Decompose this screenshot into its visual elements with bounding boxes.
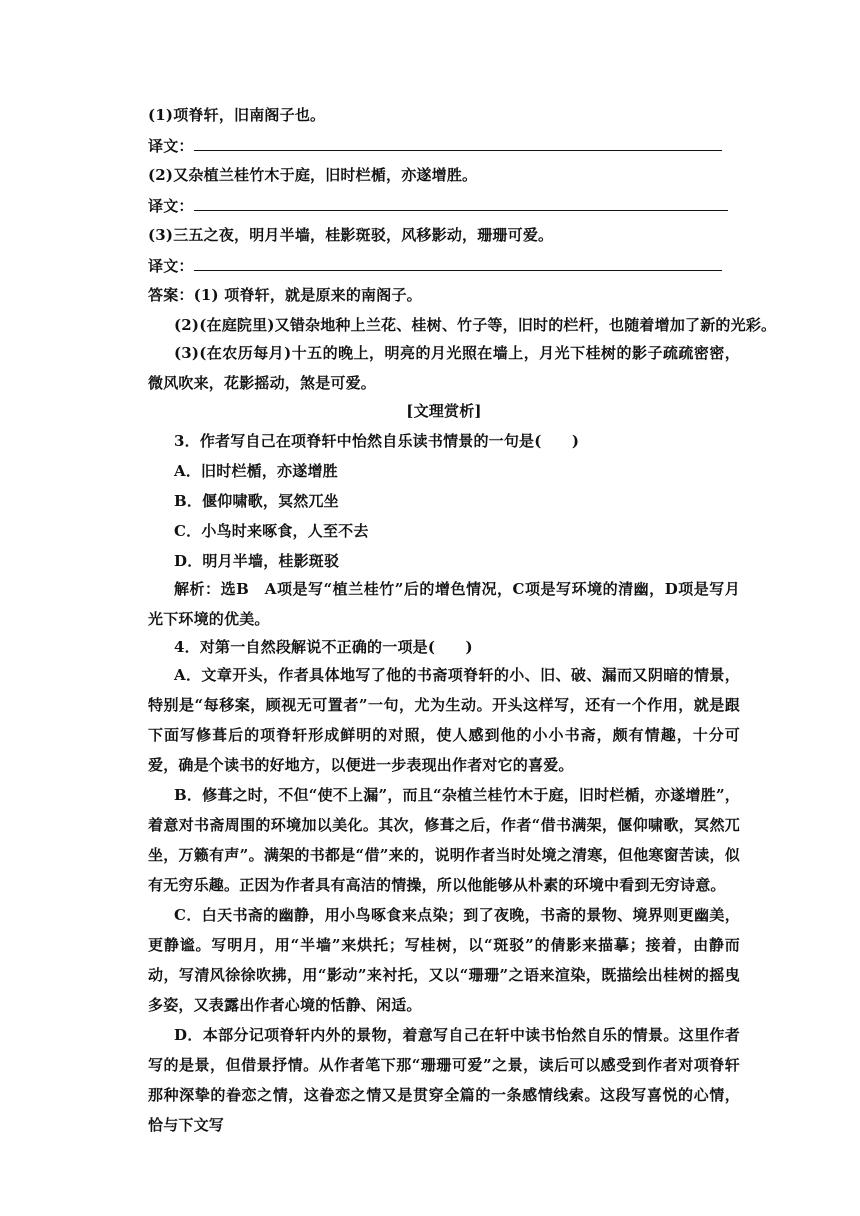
translation-label: 译文：	[148, 197, 194, 215]
translation-question-2: (2)又杂植兰桂竹木于庭，旧时栏楯，亦遂增胜。	[148, 166, 478, 184]
question-3-option-a: A．旧时栏楯，亦遂增胜	[174, 462, 338, 480]
translation-answer-line-2	[148, 194, 740, 216]
answer-1: 答案：(1) 项脊轩，就是原来的南阁子。	[148, 286, 422, 304]
translation-label: 译文：	[148, 257, 194, 275]
question-4-option-c: C．白天书斋的幽静，用小鸟啄食来点染；到了夜晚，书斋的景物、境界则更幽美，更静谧。写明月，用“半墙”来烘托；写桂树，以“斑驳”的倩影来描摹；接着，由静而动，写清风徐徐吹拂，用“影动”来衬托，又以“珊珊”之语来渲染，既描绘出桂树的摇曳多姿，又表露出作者心境的恬静、闲适。	[148, 906, 740, 1014]
translation-answer-line-3	[148, 254, 740, 276]
question-4-option-b: B．修葺之时，不但“使不上漏”，而且“杂植兰桂竹木于庭，旧时栏楯，亦遂增胜”，着意对书斋周围的环境加以美化。其次，修葺之后，作者“借书满架，偃仰啸歌，冥然兀坐，万籁有声”。满架的书都是“借”来的，说明作者当时处境之清寒，但他寒窗苦读，似有无穷乐趣。正因为作者具有高洁的情操，所以他能够从朴素的环境中看到无穷诗意。	[148, 786, 740, 894]
blank-line	[194, 254, 722, 271]
blank-line	[194, 194, 728, 211]
section-title: [文理赏析]	[406, 402, 482, 420]
answer-2: (2)(在庭院里)又错杂地种上兰花、桂树、竹子等，旧时的栏杆，也随着增加了新的光彩。	[174, 316, 777, 334]
translation-question-3: (3)三五之夜，明月半墙，桂影斑驳，风移影动，珊珊可爱。	[148, 226, 554, 244]
question-3-option-b: B．偃仰啸歌，冥然兀坐	[174, 492, 339, 510]
question-3-stem: 3．作者写自己在项脊轩中怡然自乐读书情景的一句是( )	[174, 432, 580, 450]
question-3-option-d: D．明月半墙，桂影斑驳	[174, 552, 340, 570]
blank-line	[194, 134, 722, 151]
question-4-option-d: D．本部分记项脊轩内外的景物，着意写自己在轩中读书怡然自乐的情景。这里作者写的是景，但借景抒情。从作者笔下那“珊珊可爱”之景，读后可以感受到作者对项脊轩那种深挚的眷恋之情，这眷恋之情又是贯穿全篇的一条感情线索。这段写喜悦的心情，恰与下文写	[148, 1026, 740, 1134]
translation-label: 译文：	[148, 137, 194, 155]
question-4-option-a: A．文章开头，作者具体地写了他的书斋项脊轩的小、旧、破、漏而又阴暗的情景，特别是“每移案，顾视无可置者”一句，尤为生动。开头这样写，还有一个作用，就是跟下面写修葺后的项脊轩形成鲜明的对照，使人感到他的小小书斋，颇有情趣，十分可爱，确是个读书的好地方，以便进一步表现出作者对它的喜爱。	[148, 666, 740, 774]
translation-answer-line-1	[148, 134, 740, 156]
question-3-analysis: 解析：选B A项是写“植兰桂竹”后的增色情况，C项是写环境的清幽，D项是写月光下环境的优美。	[148, 580, 740, 628]
answer-3: (3)(在农历每月)十五的晚上，明亮的月光照在墙上，月光下桂树的影子疏疏密密，微风吹来，花影摇动，煞是可爱。	[148, 344, 740, 392]
question-3-option-c: C．小鸟时来啄食，人至不去	[174, 522, 369, 540]
translation-question-1: (1)项脊轩，旧南阁子也。	[148, 106, 326, 124]
question-4-stem: 4．对第一自然段解说不正确的一项是( )	[174, 638, 473, 656]
